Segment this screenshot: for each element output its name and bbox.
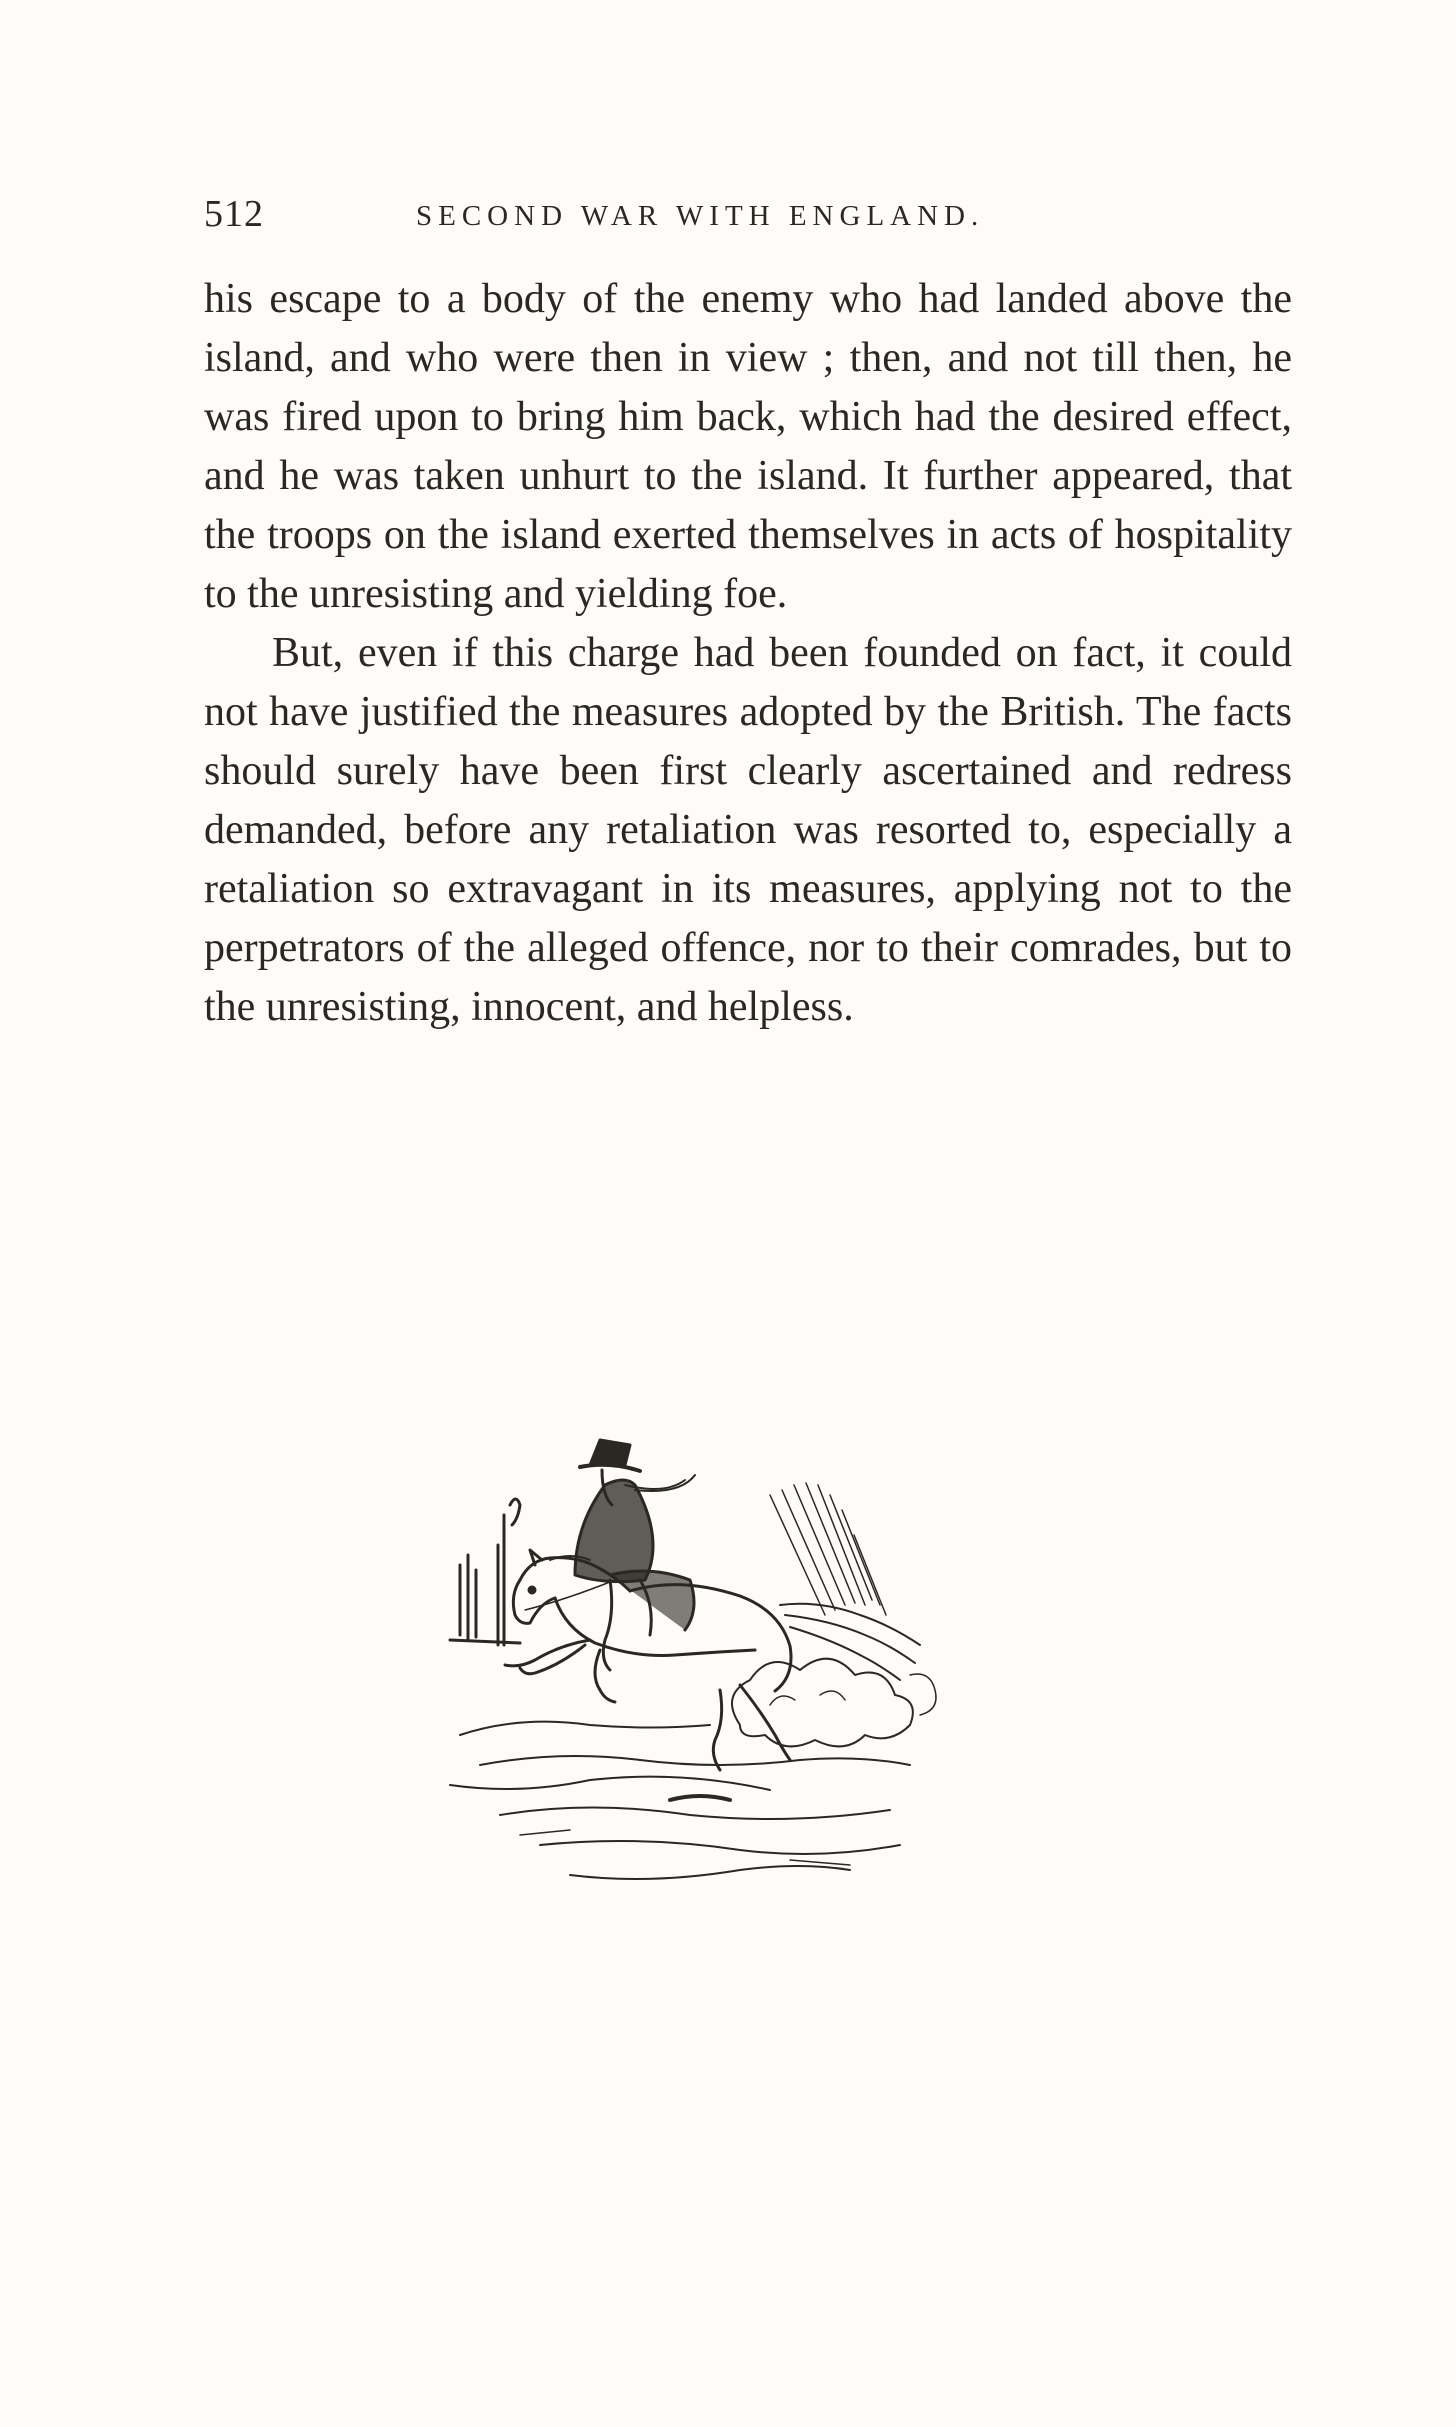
sky-hatching xyxy=(770,1483,886,1615)
page-header xyxy=(204,192,1294,242)
dust-cloud xyxy=(732,1659,936,1747)
ground-lines xyxy=(450,1722,910,1879)
rider xyxy=(575,1440,695,1670)
background-ruins xyxy=(450,1499,520,1645)
horse xyxy=(505,1550,920,1770)
body-text xyxy=(204,270,1292,1037)
paragraph: But, even if this charge had been founded on fact, it could not have justified the measures adopted by the British. The facts should surely have been first clearly ascertained and redress demanded, before any retaliation was resorted to, especially a retaliation so extravagant in its measures, applying not to the perpetrators of the alleged offence, nor to their comrades, but to the unresisting, innocent, and helpless. xyxy=(204,630,1292,1030)
running-head: SECOND WAR WITH ENGLAND. xyxy=(416,200,985,232)
paragraph-continued: his escape to a body of the enemy who had landed above the island, and who were then in view ; then, and not till then, he was fired upon to bring him back, which had the desired effect, and he was taken unhurt to the island. It further appeared, that the troops on the island exerted themselves in acts of hospitality to the unresisting and yielding foe. xyxy=(204,276,1292,617)
page-number: 512 xyxy=(204,193,264,235)
horse-rider-engraving xyxy=(440,1405,1040,1905)
